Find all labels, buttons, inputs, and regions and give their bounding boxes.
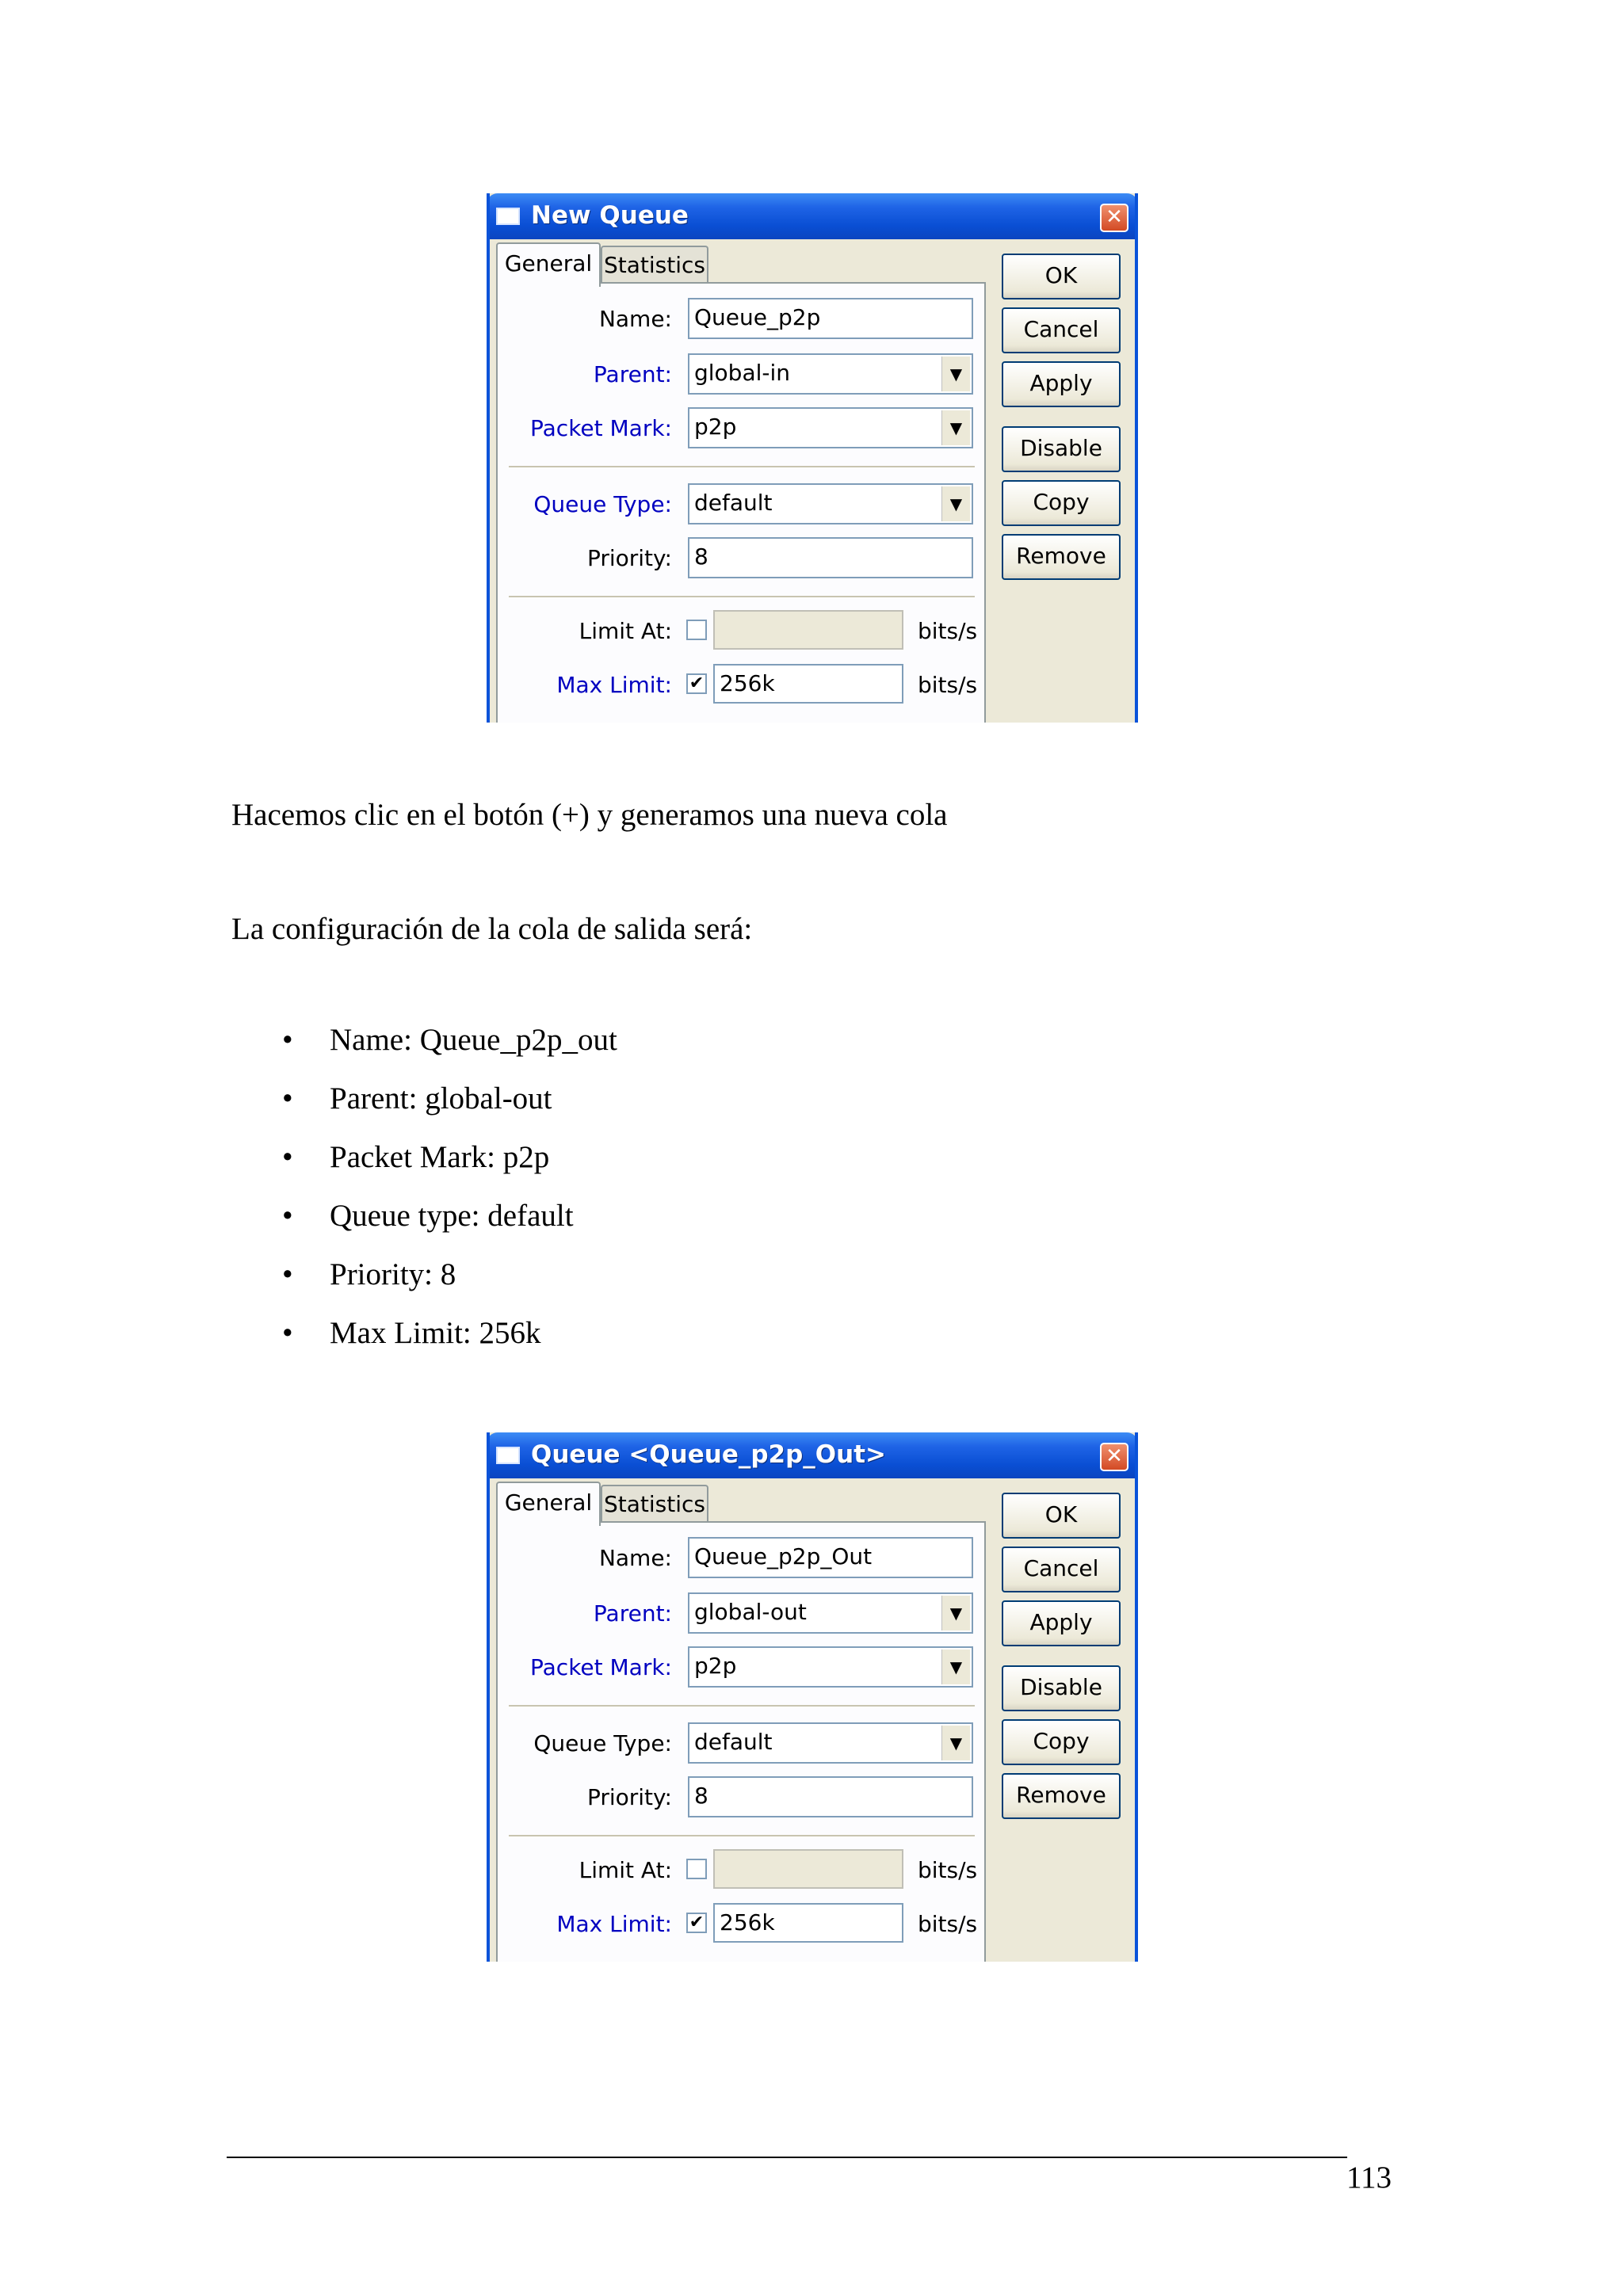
dialog-title: Queue <Queue_p2p_Out> xyxy=(531,1440,887,1469)
max-limit-unit: bits/s xyxy=(918,1911,978,1937)
limit-at-checkbox[interactable] xyxy=(686,620,707,640)
remove-button[interactable]: Remove xyxy=(1002,534,1121,580)
packet-mark-select[interactable] xyxy=(688,407,973,448)
close-icon[interactable]: ✕ xyxy=(1100,204,1128,232)
apply-button[interactable]: Apply xyxy=(1002,361,1121,407)
paragraph-config-intro: La configuración de la cola de salida será: xyxy=(231,912,753,946)
divider xyxy=(509,1705,975,1707)
chevron-down-icon[interactable]: ▼ xyxy=(941,1650,970,1684)
limit-at-label: Limit At: xyxy=(579,1857,672,1883)
packet-mark-label: Packet Mark: xyxy=(530,415,672,441)
queue-type-select[interactable] xyxy=(688,1722,973,1764)
max-limit-checkbox[interactable]: ✔ xyxy=(686,673,707,694)
close-icon[interactable]: ✕ xyxy=(1100,1443,1128,1471)
page-number: 113 xyxy=(1346,2161,1392,2195)
limit-at-checkbox[interactable] xyxy=(686,1859,707,1879)
queue-type-value: default xyxy=(694,1729,773,1755)
bullet-symbol: • xyxy=(282,1257,293,1291)
list-item-text: Max Limit: 256k xyxy=(330,1316,541,1350)
list-item-text: Packet Mark: p2p xyxy=(330,1140,550,1174)
general-panel xyxy=(496,282,986,723)
dialog-titlebar[interactable] xyxy=(487,1432,1138,1478)
chevron-down-icon[interactable]: ▼ xyxy=(941,486,970,521)
max-limit-field[interactable]: 256k xyxy=(713,664,903,704)
packet-mark-value: p2p xyxy=(694,1653,737,1679)
name-label: Name: xyxy=(598,1545,672,1571)
queue-type-value: default xyxy=(694,490,773,516)
limit-at-unit: bits/s xyxy=(918,618,978,644)
chevron-down-icon[interactable]: ▼ xyxy=(941,357,970,391)
tab-statistics[interactable]: Statistics xyxy=(601,246,708,284)
paragraph-click-add: Hacemos clic en el botón (+) y generamos una nueva cola xyxy=(231,798,948,832)
packet-mark-select[interactable] xyxy=(688,1646,973,1688)
parent-label: Parent: xyxy=(593,1600,672,1627)
parent-value: global-out xyxy=(694,1599,807,1625)
dialog-titlebar[interactable] xyxy=(487,193,1138,239)
packet-mark-label: Packet Mark: xyxy=(530,1654,672,1680)
limit-at-label: Limit At: xyxy=(579,618,672,644)
priority-label: Priority: xyxy=(586,1784,672,1810)
copy-button[interactable]: Copy xyxy=(1002,480,1121,526)
tab-general[interactable]: General xyxy=(496,242,601,287)
tab-general[interactable]: General xyxy=(496,1482,601,1526)
queue-type-select[interactable] xyxy=(688,483,973,524)
window-icon xyxy=(496,208,520,225)
copy-button[interactable]: Copy xyxy=(1002,1719,1121,1765)
bullet-symbol: • xyxy=(282,1316,293,1350)
queue-type-label: Queue Type: xyxy=(533,1730,672,1756)
bullet-symbol: • xyxy=(282,1140,293,1174)
disable-button[interactable]: Disable xyxy=(1002,1665,1121,1711)
divider xyxy=(509,596,975,598)
priority-field[interactable]: 8 xyxy=(688,537,973,578)
max-limit-field[interactable]: 256k xyxy=(713,1903,903,1943)
ok-button[interactable]: OK xyxy=(1002,254,1121,299)
remove-button[interactable]: Remove xyxy=(1002,1773,1121,1819)
limit-at-unit: bits/s xyxy=(918,1857,978,1883)
new-queue-dialog xyxy=(487,193,1138,723)
chevron-down-icon[interactable]: ▼ xyxy=(941,1726,970,1760)
name-label: Name: xyxy=(598,306,672,332)
max-limit-label: Max Limit: xyxy=(556,1911,672,1937)
list-item-text: Parent: global-out xyxy=(330,1081,552,1116)
apply-button[interactable]: Apply xyxy=(1002,1600,1121,1646)
tab-statistics[interactable]: Statistics xyxy=(601,1485,708,1523)
cancel-button[interactable]: Cancel xyxy=(1002,307,1121,353)
chevron-down-icon[interactable]: ▼ xyxy=(941,1596,970,1630)
parent-select[interactable] xyxy=(688,353,973,395)
priority-label: Priority: xyxy=(586,545,672,571)
list-item-text: Name: Queue_p2p_out xyxy=(330,1023,617,1057)
general-panel xyxy=(496,1521,986,1962)
divider xyxy=(509,466,975,468)
name-field[interactable]: Queue_p2p_Out xyxy=(688,1537,973,1578)
window-icon xyxy=(496,1447,520,1464)
disable-button[interactable]: Disable xyxy=(1002,426,1121,472)
max-limit-checkbox[interactable]: ✔ xyxy=(686,1913,707,1933)
limit-at-field[interactable] xyxy=(713,610,903,650)
parent-select[interactable] xyxy=(688,1592,973,1634)
cancel-button[interactable]: Cancel xyxy=(1002,1547,1121,1592)
divider xyxy=(509,1835,975,1837)
chevron-down-icon[interactable]: ▼ xyxy=(941,410,970,445)
queue-type-label: Queue Type: xyxy=(533,491,672,517)
dialog-title: New Queue xyxy=(531,201,689,230)
bullet-symbol: • xyxy=(282,1199,293,1233)
priority-field[interactable]: 8 xyxy=(688,1776,973,1817)
limit-at-field[interactable] xyxy=(713,1849,903,1889)
parent-label: Parent: xyxy=(593,361,672,387)
bullet-symbol: • xyxy=(282,1023,293,1057)
footer-rule xyxy=(227,2157,1347,2158)
max-limit-label: Max Limit: xyxy=(556,672,672,698)
max-limit-unit: bits/s xyxy=(918,672,978,698)
list-item-text: Queue type: default xyxy=(330,1199,574,1233)
ok-button[interactable]: OK xyxy=(1002,1493,1121,1539)
parent-value: global-in xyxy=(694,360,791,386)
list-item-text: Priority: 8 xyxy=(330,1257,456,1291)
packet-mark-value: p2p xyxy=(694,414,737,440)
bullet-symbol: • xyxy=(282,1081,293,1116)
name-field[interactable]: Queue_p2p xyxy=(688,298,973,339)
edit-queue-dialog xyxy=(487,1432,1138,1962)
